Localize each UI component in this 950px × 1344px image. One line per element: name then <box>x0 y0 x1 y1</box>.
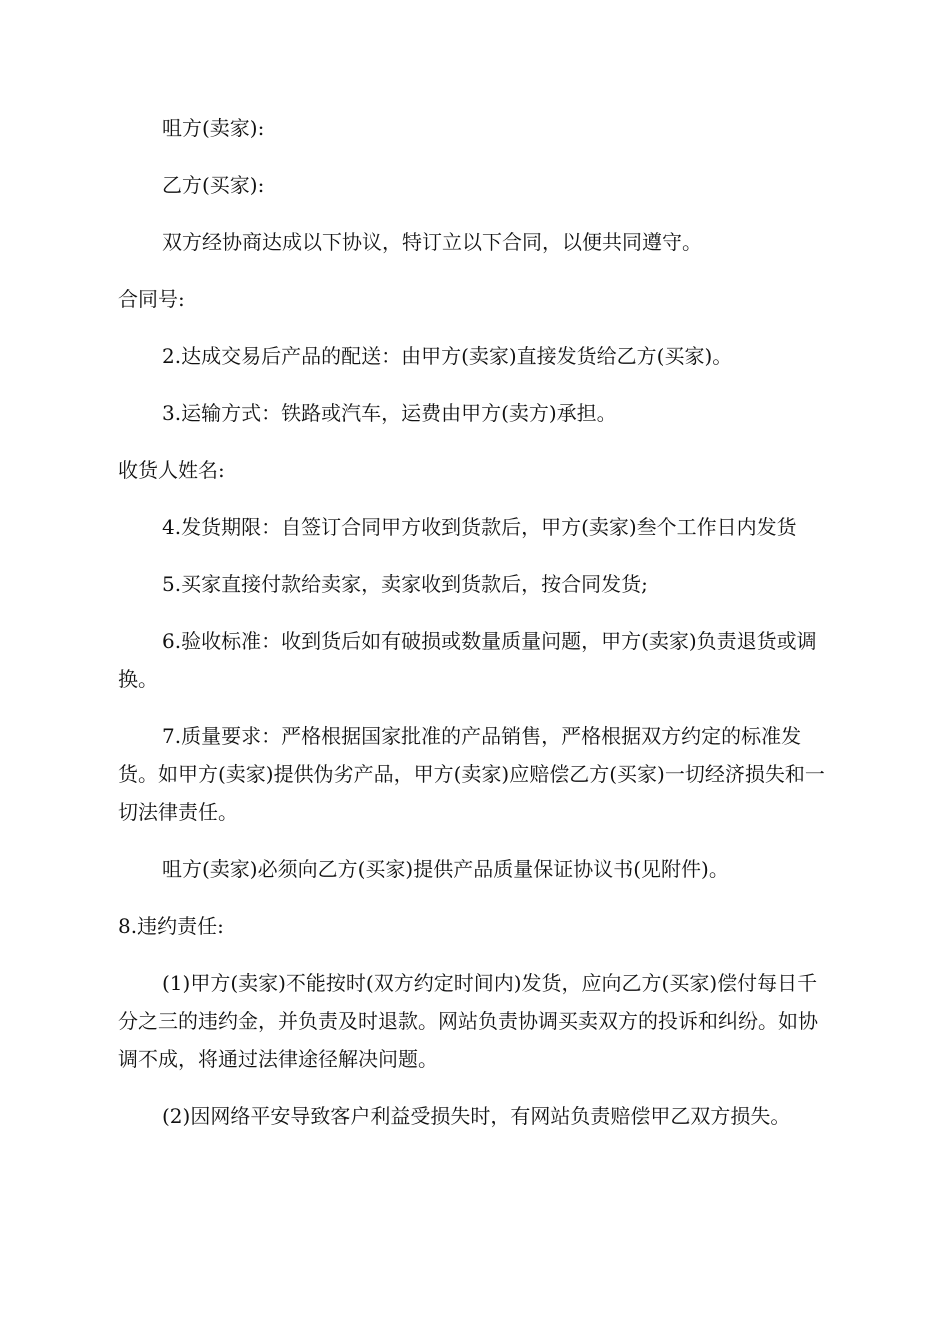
paragraph-clause-4: 4.发货期限：自签订合同甲方收到货款后，甲方(卖家)叁个工作日内发货 <box>162 515 797 539</box>
document-body <box>118 109 836 1154</box>
paragraph-clause-8-heading: 8.违约责任: <box>118 914 224 938</box>
paragraph-quality-guarantee: 咀方(卖家)必须向乙方(买家)提供产品质量保证协议书(见附件)。 <box>162 857 729 881</box>
paragraph-recipient-name: 收货人姓名: <box>118 458 225 482</box>
paragraph-party-b: 乙方(买家): <box>162 173 265 197</box>
paragraph-contract-number: 合同号: <box>118 287 185 311</box>
paragraph-clause-6: 6.验收标准：收到货后如有破损或数量质量问题，甲方(卖家)负责退货或调换。 <box>118 629 817 691</box>
paragraph-clause-2: 2.达成交易后产品的配送：由甲方(卖家)直接发货给乙方(买家)。 <box>162 344 733 368</box>
paragraph-clause-8-1: (1)甲方(卖家)不能按时(双方约定时间内)发货，应向乙方(买家)偿付每日千分之三的违约金，并负责及时退款。网站负责协调买卖双方的投诉和纠纷。如协调不成，将通过法律途径解决问题。 <box>118 971 818 1071</box>
paragraph-clause-8-2: (2)因网络平安导致客户利益受损失时，有网站负责赔偿甲乙双方损失。 <box>162 1104 791 1128</box>
paragraph-clause-3: 3.运输方式：铁路或汽车，运费由甲方(卖方)承担。 <box>162 401 617 425</box>
paragraph-clause-5: 5.买家直接付款给卖家，卖家收到货款后，按合同发货; <box>162 572 648 596</box>
paragraph-party-a: 咀方(卖家): <box>162 116 265 140</box>
paragraph-clause-7: 7.质量要求：严格根据国家批准的产品销售，严格根据双方约定的标准发货。如甲方(卖家)提供伪劣产品，甲方(卖家)应赔偿乙方(买家)一切经济损失和一切法律责任。 <box>118 724 825 824</box>
paragraph-agreement-intro: 双方经协商达成以下协议，特订立以下合同，以便共同遵守。 <box>162 230 702 254</box>
